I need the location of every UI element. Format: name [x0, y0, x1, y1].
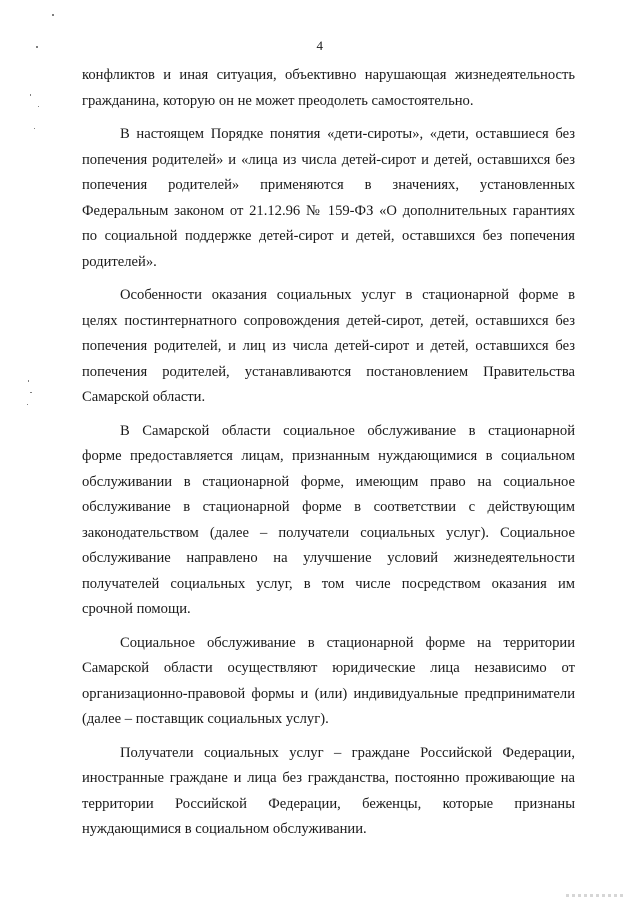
scan-speck [28, 380, 29, 382]
scan-speck [30, 392, 32, 393]
text-line: организационно-правовой формы и (или) индивидуальные предприниматели [82, 685, 575, 702]
text-line: нуждающимися в социальном обслуживании. [82, 821, 367, 837]
text-line: срочной помощи. [82, 601, 191, 617]
text-line: Самарской области осуществляют юридические лица независимо от [82, 660, 575, 676]
text-line: Самарской области. [82, 389, 206, 405]
paragraph [82, 283, 575, 411]
scan-smudge [566, 894, 626, 897]
text-line: попечения родителей» и «лица из числа детей-сирот и детей, оставшихся без [82, 151, 575, 168]
text-line: по социальной поддержке детей-сирот и детей, оставшихся без попечения [82, 228, 575, 244]
text-line: В настоящем Порядке понятия «дети-сироты», «дети, оставшиеся без [120, 126, 575, 142]
text-line: попечения родителей, и лиц из числа детей-сирот и детей, оставшихся без [82, 338, 575, 354]
paragraph [82, 631, 575, 733]
text-line: родителей». [82, 253, 157, 270]
paragraph [82, 741, 575, 843]
text-line: гражданина, которую он не может преодолеть самостоятельно. [82, 92, 474, 109]
document-body [82, 63, 575, 843]
text-line: законодательством (далее – получатели социальных услуг). Социальное [82, 524, 575, 541]
text-line: форме предоставляется лицам, признанным нуждающимися в социальном [82, 448, 575, 464]
scan-speck [34, 128, 35, 129]
text-line: целях постинтернатного сопровождения детей-сирот, детей, оставшихся без [82, 312, 575, 329]
scan-speck [52, 14, 54, 16]
text-line: Получатели социальных услуг – граждане Российской Федерации, [120, 744, 575, 761]
text-line: Федеральным законом от 21.12.96 № 159-ФЗ «О дополнительных гарантиях [82, 202, 575, 219]
paragraph [82, 419, 575, 623]
text-line: получателей социальных услуг, в том числе посредством оказания им [82, 575, 575, 592]
text-line: конфликтов и иная ситуация, объективно нарушающая жизнедеятельность [82, 67, 575, 83]
text-line: обслуживании в стационарной форме, имеющим право на социальное [82, 473, 575, 490]
text-line: попечения родителей» применяются в значениях, установленных [82, 177, 575, 193]
text-line: обслуживание в стационарной форме в соответствии с действующим [82, 499, 575, 515]
text-line: обслуживание направлено на улучшение условий жизнедеятельности [82, 550, 575, 566]
text-line: (далее – поставщик социальных услуг). [82, 711, 329, 727]
paragraph [82, 63, 575, 114]
text-line: попечения родителей, устанавливаются постановлением Правительства [82, 363, 575, 380]
scan-speck [27, 404, 28, 405]
page-number: 4 [316, 38, 324, 53]
text-line: В Самарской области социальное обслуживание в стационарной [120, 422, 575, 439]
scan-speck [38, 106, 39, 107]
scan-speck [30, 94, 31, 96]
paragraph [82, 122, 575, 275]
text-line: территории Российской Федерации, беженцы, которые признаны [82, 795, 575, 812]
text-line: иностранные граждане и лица без гражданства, постоянно проживающие на [82, 770, 575, 786]
text-line: Социальное обслуживание в стационарной форме на территории [120, 634, 575, 651]
text-line: Особенности оказания социальных услуг в стационарной форме в [120, 287, 575, 303]
